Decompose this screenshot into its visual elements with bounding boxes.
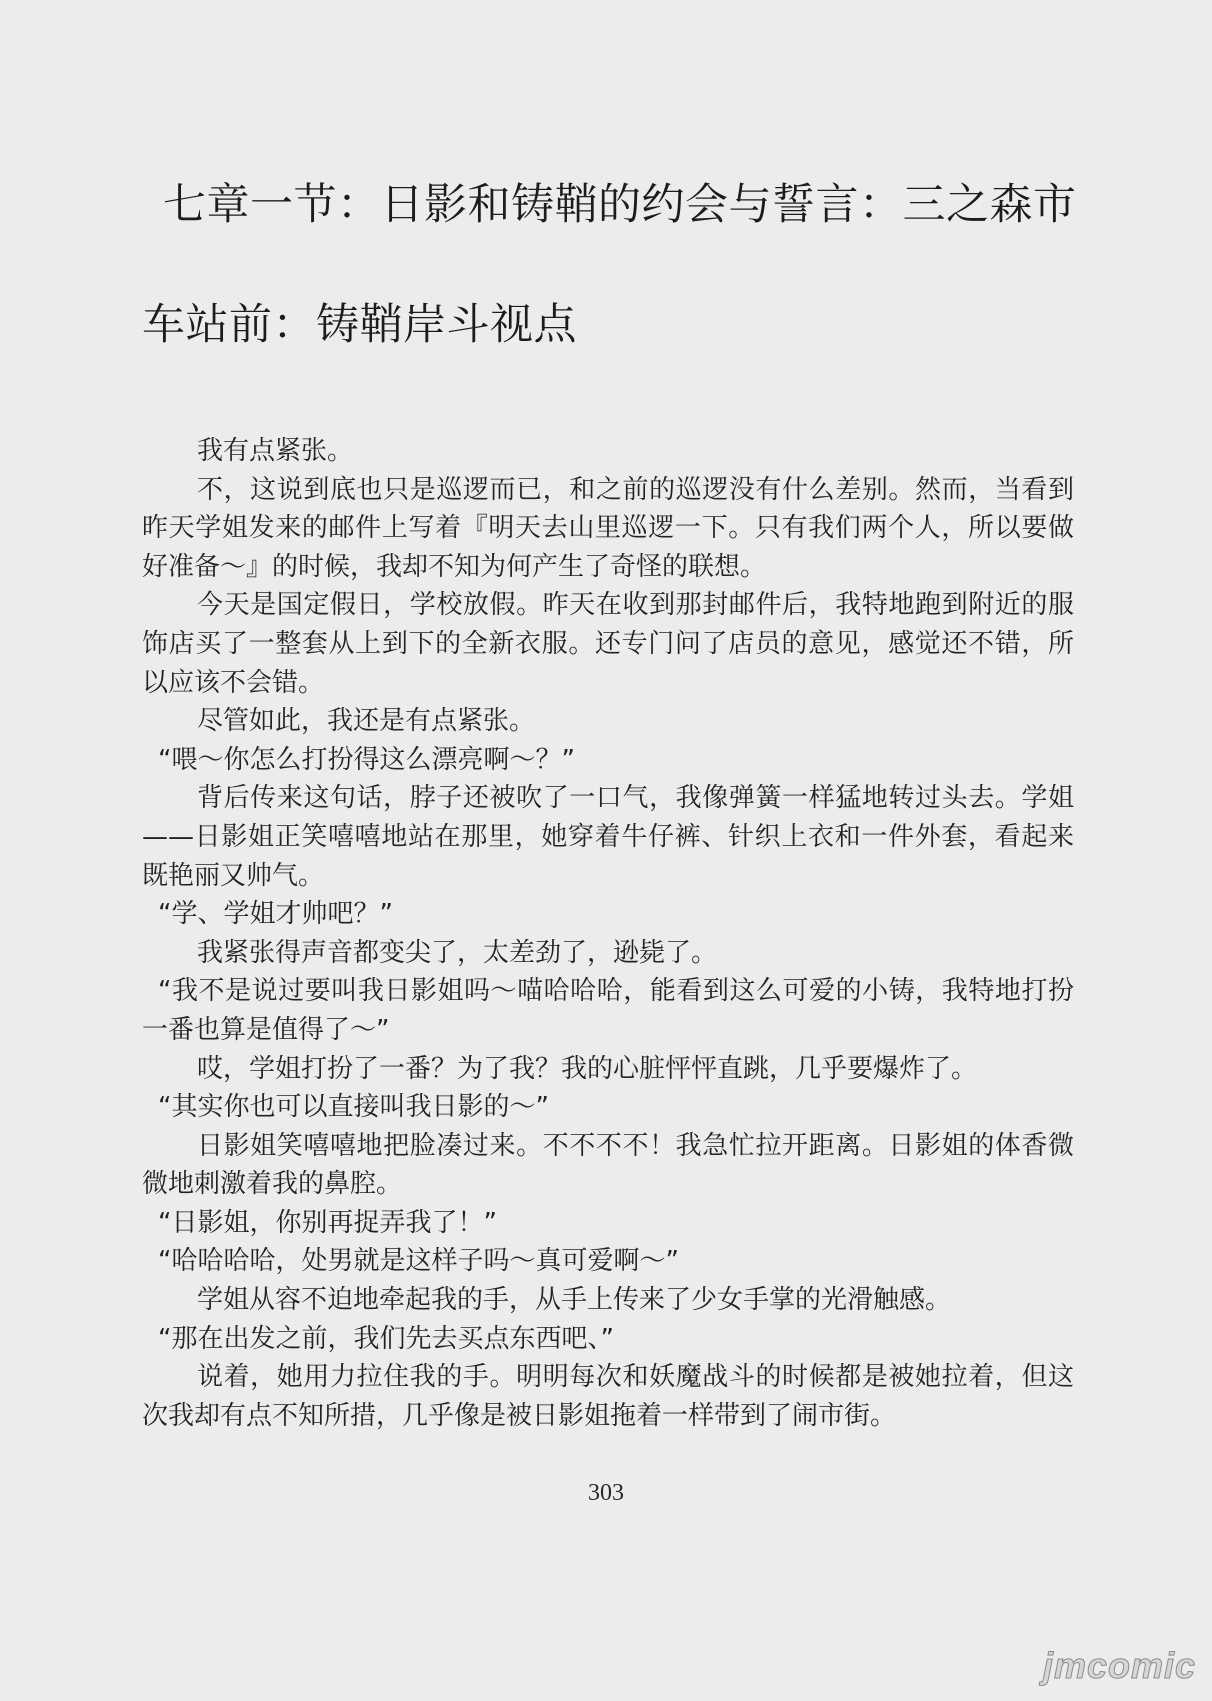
paragraph: 哎，学姐打扮了一番？为了我？我的心脏怦怦直跳，几乎要爆炸了。 xyxy=(197,1053,978,1084)
paragraph: 尽管如此，我还是有点紧张。 xyxy=(197,706,536,737)
paragraph: 背后传来这句话，脖子还被吹了一口气，我像弹簧一样猛地转过头去。学姐——日影姐正笑嘻嘻地站在那里，她穿着牛仔裤、针织上衣和一件外套，看起来既艳丽又帅气。 xyxy=(142,783,1074,891)
paragraph: 日影姐笑嘻嘻地把脸凑过来。不不不不！我急忙拉开距离。日影姐的体香微微地刺激着我的鼻腔。 xyxy=(142,1130,1074,1200)
paragraph: 不，这说到底也只是巡逻而已，和之前的巡逻没有什么差别。然而，当看到昨天学姐发来的邮件上写着『明天去山里巡逻一下。只有我们两个人，所以要做好准备～』的时候，我却不知为何产生了奇怪的联想。 xyxy=(142,474,1074,582)
chapter-title-line-1: 七章一节：日影和铸鞘的约会与誓言：三之森市 xyxy=(163,180,1077,230)
dialogue-line: “日影姐，你别再捉弄我了！” xyxy=(158,1207,497,1238)
dialogue-line: “哈哈哈哈，处男就是这样子吗～真可爱啊～” xyxy=(158,1246,679,1277)
dialogue-line: “喂～你怎么打扮得这么漂亮啊～？” xyxy=(158,744,575,775)
dialogue-line: “其实你也可以直接叫我日影的～” xyxy=(158,1092,549,1123)
paragraph: 今天是国定假日，学校放假。昨天在收到那封邮件后，我特地跑到附近的服饰店买了一整套从上到下的全新衣服。还专门问了店员的意见，感觉还不错，所以应该不会错。 xyxy=(142,590,1074,698)
chapter-title-line-2: 车站前：铸鞘岸斗视点 xyxy=(142,300,577,350)
paragraph: 我紧张得声音都变尖了，太差劲了，逊毙了。 xyxy=(197,937,718,968)
paragraph: 说着，她用力拉住我的手。明明每次和妖魔战斗的时候都是被她拉着，但这次我却有点不知所措，几乎像是被日影姐拖着一样带到了闹市街。 xyxy=(142,1362,1074,1431)
page-number: 303 xyxy=(588,1480,624,1506)
dialogue-line: “学、学姐才帅吧？” xyxy=(158,899,393,930)
dialogue-line: “那在出发之前，我们先去买点东西吧、” xyxy=(158,1323,614,1354)
body-text xyxy=(142,432,1074,1435)
paragraph: 学姐从容不迫地牵起我的手，从手上传来了少女手掌的光滑触感。 xyxy=(197,1285,952,1316)
paragraph: 我有点紧张。 xyxy=(197,436,354,466)
watermark-logo: jmcomic xyxy=(1042,1645,1196,1686)
dialogue-line: “我不是说过要叫我日影姐吗～喵哈哈哈，能看到这么可爱的小铸，我特地打扮一番也算是值得了～” xyxy=(142,976,1074,1045)
